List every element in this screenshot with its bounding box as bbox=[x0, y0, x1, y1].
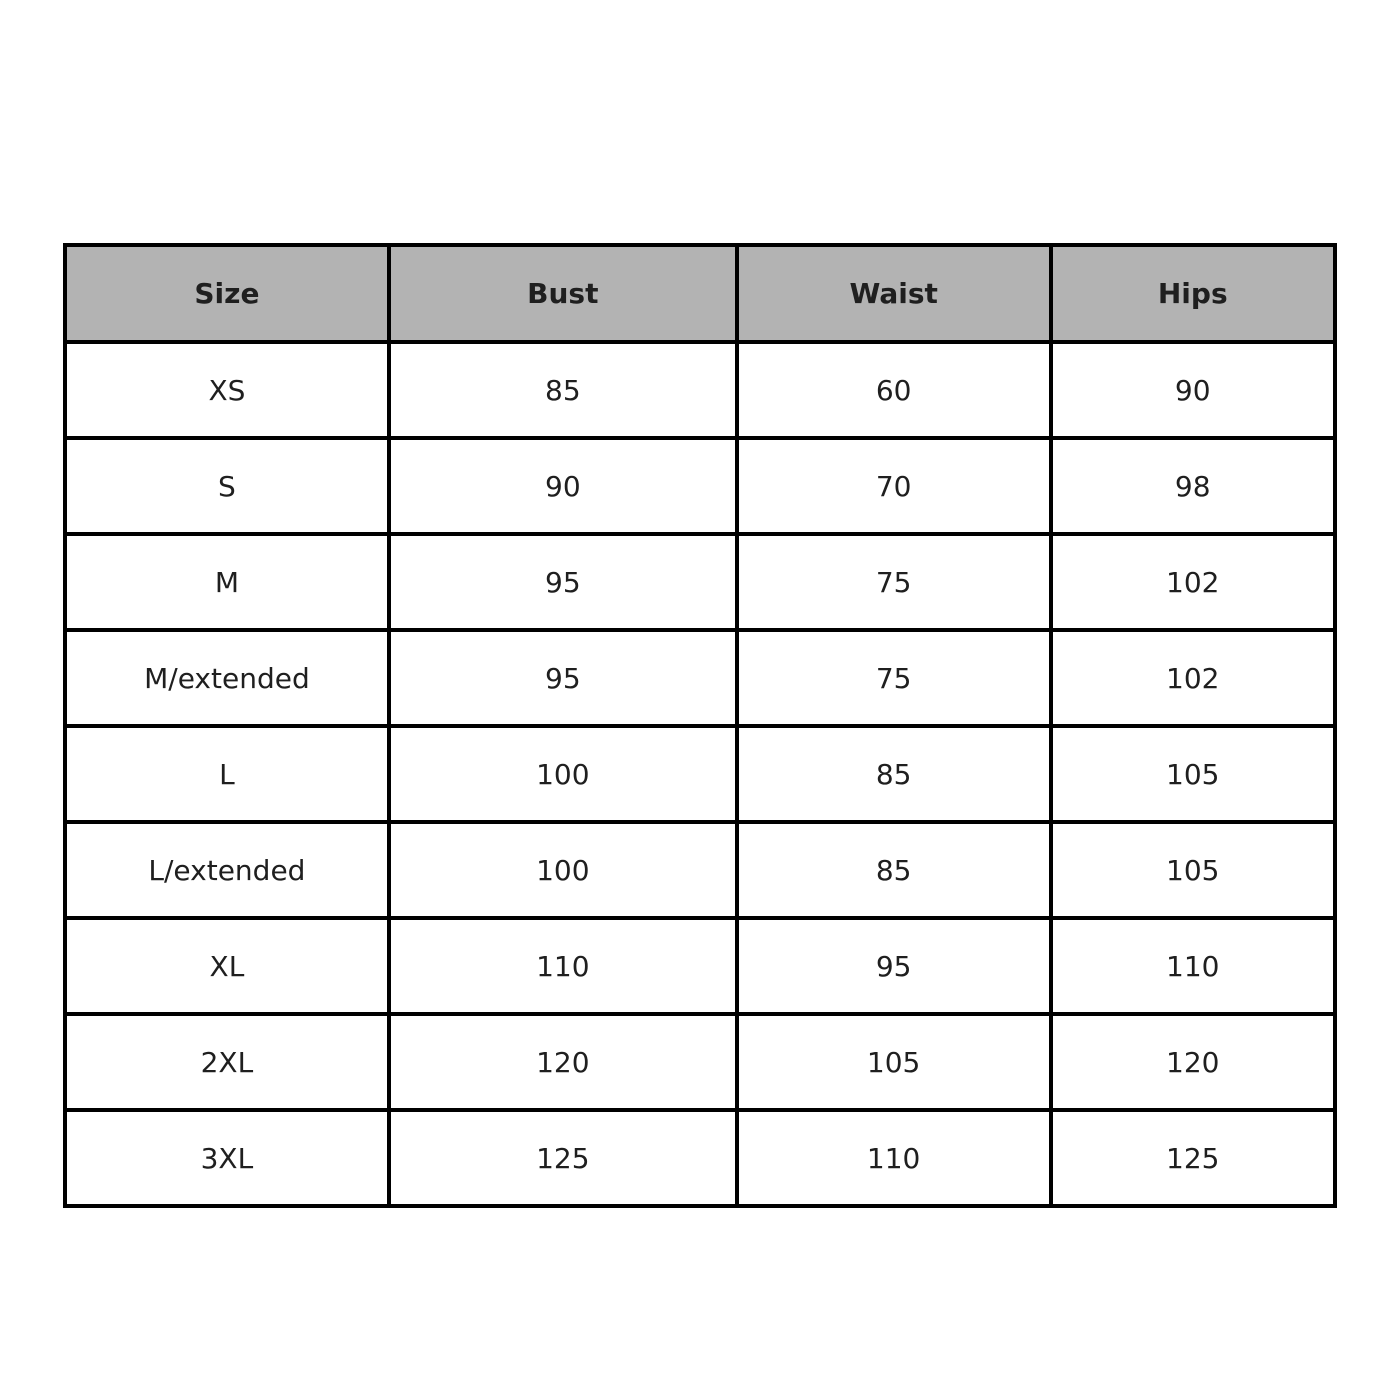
column-header-waist: Waist bbox=[737, 245, 1051, 342]
size-cell: S bbox=[65, 438, 389, 534]
measurement-cell: 110 bbox=[737, 1110, 1051, 1206]
measurement-cell: 95 bbox=[389, 630, 737, 726]
size-cell: L/extended bbox=[65, 822, 389, 918]
table-row bbox=[65, 1110, 1335, 1206]
size-cell: L bbox=[65, 726, 389, 822]
table-row bbox=[65, 438, 1335, 534]
measurement-cell: 90 bbox=[389, 438, 737, 534]
measurement-cell: 125 bbox=[389, 1110, 737, 1206]
size-cell: 2XL bbox=[65, 1014, 389, 1110]
measurement-cell: 85 bbox=[737, 822, 1051, 918]
measurement-cell: 120 bbox=[389, 1014, 737, 1110]
measurement-cell: 60 bbox=[737, 342, 1051, 438]
measurement-cell: 120 bbox=[1051, 1014, 1336, 1110]
table-body bbox=[65, 342, 1335, 1206]
table-row bbox=[65, 342, 1335, 438]
size-chart-table bbox=[63, 243, 1337, 1208]
measurement-cell: 75 bbox=[737, 630, 1051, 726]
table-row bbox=[65, 630, 1335, 726]
table-row bbox=[65, 1014, 1335, 1110]
column-header-bust: Bust bbox=[389, 245, 737, 342]
measurement-cell: 95 bbox=[389, 534, 737, 630]
measurement-cell: 105 bbox=[1051, 726, 1336, 822]
column-header-hips: Hips bbox=[1051, 245, 1336, 342]
table-row bbox=[65, 918, 1335, 1014]
measurement-cell: 75 bbox=[737, 534, 1051, 630]
measurement-cell: 98 bbox=[1051, 438, 1336, 534]
size-cell: XL bbox=[65, 918, 389, 1014]
size-cell: M bbox=[65, 534, 389, 630]
table-row bbox=[65, 534, 1335, 630]
measurement-cell: 70 bbox=[737, 438, 1051, 534]
measurement-cell: 100 bbox=[389, 822, 737, 918]
measurement-cell: 85 bbox=[737, 726, 1051, 822]
column-header-size: Size bbox=[65, 245, 389, 342]
size-cell: 3XL bbox=[65, 1110, 389, 1206]
measurement-cell: 125 bbox=[1051, 1110, 1336, 1206]
table-row bbox=[65, 822, 1335, 918]
measurement-cell: 102 bbox=[1051, 534, 1336, 630]
measurement-cell: 105 bbox=[1051, 822, 1336, 918]
size-cell: XS bbox=[65, 342, 389, 438]
measurement-cell: 105 bbox=[737, 1014, 1051, 1110]
measurement-cell: 110 bbox=[1051, 918, 1336, 1014]
measurement-cell: 110 bbox=[389, 918, 737, 1014]
measurement-cell: 85 bbox=[389, 342, 737, 438]
measurement-cell: 100 bbox=[389, 726, 737, 822]
size-cell: M/extended bbox=[65, 630, 389, 726]
measurement-cell: 95 bbox=[737, 918, 1051, 1014]
header-row bbox=[65, 245, 1335, 342]
measurement-cell: 90 bbox=[1051, 342, 1336, 438]
measurement-cell: 102 bbox=[1051, 630, 1336, 726]
table-row bbox=[65, 726, 1335, 822]
